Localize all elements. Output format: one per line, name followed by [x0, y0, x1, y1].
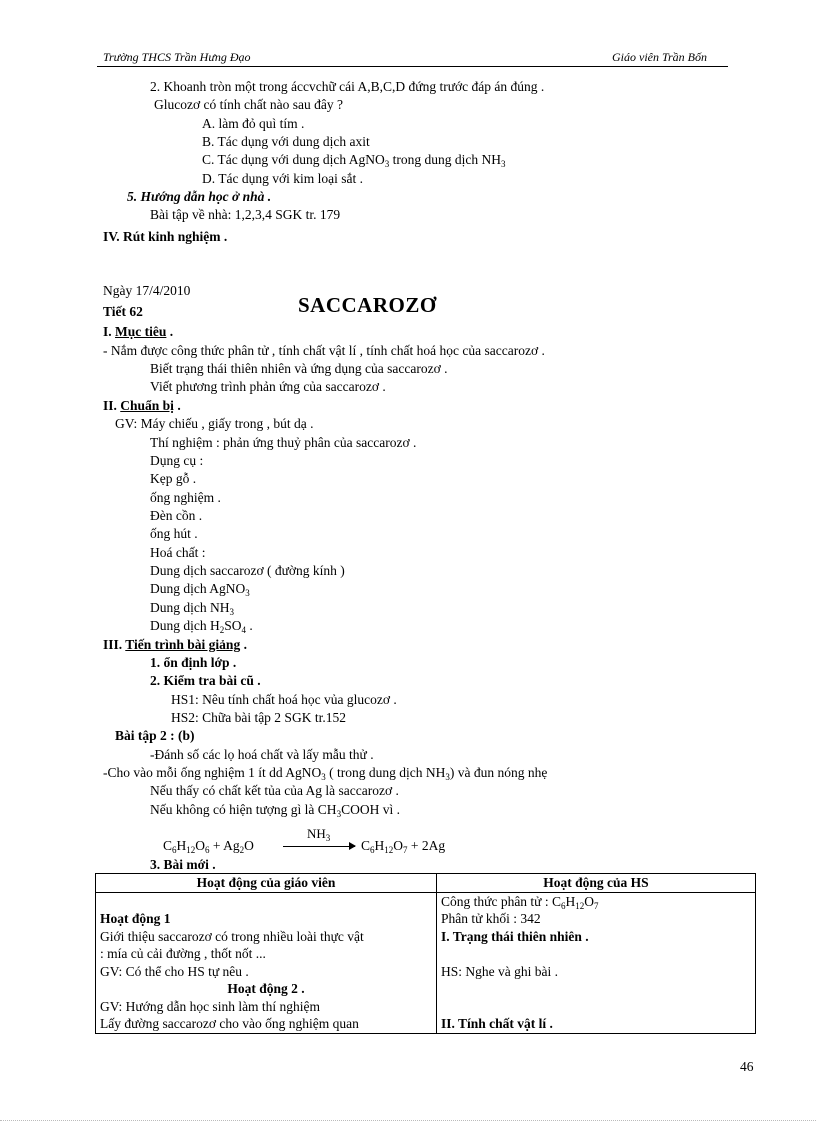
teacher-step: Lấy đường saccarozơ cho vào ống nghiệm quan	[100, 1016, 359, 1031]
table-header-student: Hoạt động của HS	[437, 874, 756, 893]
prep-solution-4: Dung dịch $H_2SO_4$ .	[150, 618, 253, 635]
table-header-teacher: Hoạt động của giáo viên	[96, 874, 437, 893]
option-b: B. Tác dụng với dung dịch axit	[202, 134, 370, 149]
objective-3: Viết phương trình phản ứng của saccarozơ .	[150, 379, 386, 394]
prep-solution-2: Dung dịch AgNO$_3$	[150, 581, 250, 598]
section-iii: III. Tiến trình bài giảng .	[103, 637, 247, 652]
intro-line-2: : mía củ cải đường , thốt nốt ...	[100, 946, 266, 961]
step-2: 2. Kiểm tra bài cũ .	[150, 673, 261, 688]
lesson-title: SACCAROZƠ	[298, 293, 437, 317]
question-2: 2. Khoanh tròn một trong ácc​vchữ cái A,B,C,D đứng trước đáp án đúng .	[150, 79, 545, 94]
objective-1: - Nắm được công thức phân tử , tính chất vật lí , tính chất hoá học của saccarozơ .	[103, 343, 545, 358]
exercise-step-1: -Đánh số các lọ hoá chất và lấy mẫu thử .	[150, 747, 374, 762]
prep-chemicals: Hoá chất :	[150, 545, 206, 560]
objective-2: Biết trạng thái thiên nhiên và ứng dụng của saccarozơ .	[150, 361, 448, 376]
activity-table	[95, 873, 756, 1034]
exercise-result-2: Nếu không có hiện tượng gì là $CH_3COOH$ vì .	[150, 802, 400, 819]
natural-state-heading: I. Trạng thái thiên nhiên .	[441, 928, 589, 944]
section-iv: IV. Rút kinh nghiệm .	[103, 229, 228, 244]
molecular-weight: Phân tử khối : 342	[441, 911, 541, 926]
exercise-result-1: Nếu thấy có chất kết tủa của Ag là saccarozơ .	[150, 783, 399, 798]
prep-solution-3: Dung dịch $NH_3$	[150, 600, 234, 617]
step-3: 3. Bài mới .	[150, 857, 216, 872]
teacher-cell-1	[96, 892, 437, 1033]
exercise-step-2: -Cho vào mỗi ống nghiệm 1 ít dd AgNO$_3$ ( trong dung dịch $NH_3$) và đun nóng nhẹ	[103, 765, 548, 782]
page-bottom-border	[0, 1120, 816, 1121]
student-cell-1	[437, 892, 756, 1033]
equation-condition: $NH_3$	[307, 826, 331, 843]
lesson-period: Tiết 62	[103, 304, 143, 319]
header-teacher: Giáo viên Trần Bốn	[612, 50, 707, 64]
exercise-2: Bài tập 2 : (b)	[115, 728, 195, 743]
section-ii: II. Chuẩn bị .	[103, 398, 181, 413]
prep-pipette: ống hút .	[150, 526, 198, 541]
intro-line-1: Giới thiệu saccarozơ có trong nhiều loài thực vật	[100, 928, 364, 944]
option-c: C. Tác dụng với dung dịch AgNO$_3$ trong dung dịch $NH_3$	[202, 152, 506, 169]
reaction-arrow-head	[349, 842, 356, 850]
physical-property-heading: II. Tính chất vật lí .	[441, 1016, 553, 1031]
page-number: 46	[740, 1059, 754, 1074]
teacher-guide: GV: Hướng dẫn học sinh làm thí nghiệm	[100, 998, 321, 1014]
option-a: A. làm đỏ quì tím .	[202, 116, 305, 131]
prep-solution-1: Dung dịch saccarozơ ( đường kính )	[150, 563, 345, 578]
equation-left: $C_6H_{12}O_6 + Ag_2O$	[163, 838, 254, 855]
prep-tools: Dụng cụ :	[150, 453, 204, 468]
header-rule	[97, 66, 728, 67]
equation-right: $C_6H_{12}O_7 + 2Ag$	[361, 838, 446, 855]
option-d: D. Tác dụng với kim loại sắt .	[202, 171, 363, 186]
molecular-formula: Công thức phân tử : $C_6H_{12}O_7$	[441, 893, 599, 911]
prep-gv: GV: Máy chiếu , giấy trong , bút dạ .	[115, 416, 314, 431]
check-hs1: HS1: Nêu tính chất hoá học vủa glucozơ .	[171, 692, 397, 707]
section-i: I. Mục tiêu .	[103, 324, 174, 339]
section-5: 5. Hướng dẫn học ở nhà .	[127, 189, 272, 204]
question-2-text: Glucozơ có tính chất nào sau đây ?	[154, 97, 343, 112]
prep-experiment: Thí nghiệm : phản ứng thuỷ phân của saccarozơ .	[150, 435, 417, 450]
lesson-date: Ngày 17/4/2010	[103, 283, 191, 298]
step-1: 1. ổn định lớp .	[150, 655, 237, 670]
prep-lamp: Đèn cồn .	[150, 508, 203, 523]
teacher-note: GV: Có thể cho HS tự nêu .	[100, 963, 249, 979]
homework: Bài tập về nhà: 1,2,3,4 SGK tr. 179	[150, 207, 341, 222]
reaction-arrow	[283, 846, 355, 847]
student-note: HS: Nghe và ghi bài .	[441, 963, 558, 979]
activity-1-heading: Hoạt động 1	[100, 911, 171, 926]
prep-clamp: Kẹp gỗ .	[150, 471, 197, 486]
header-school: Trường THCS Trần Hưng Đạo	[103, 50, 251, 64]
activity-2-heading: Hoạt động 2 .	[227, 981, 305, 996]
check-hs2: HS2: Chữa bài tập 2 SGK tr.152	[171, 710, 346, 725]
prep-tube: ống nghiệm .	[150, 490, 221, 505]
